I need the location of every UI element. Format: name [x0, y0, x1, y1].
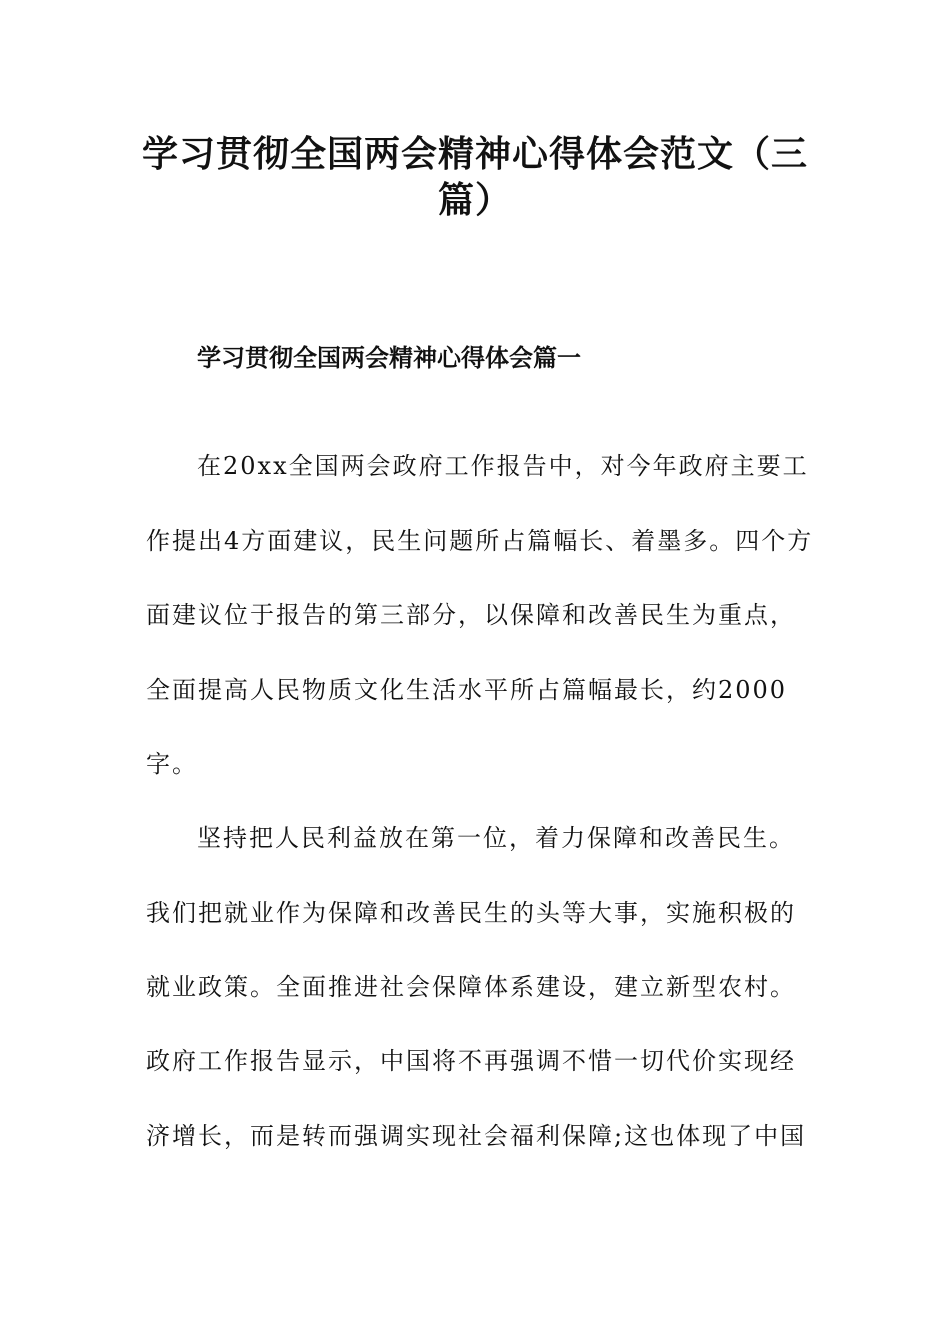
document-title-line-2: 篇）	[437, 179, 512, 221]
section-heading: 学习贯彻全国两会精神心得体会篇一	[197, 344, 581, 372]
paragraph-2-line-1: 坚持把人民利益放在第一位，着力保障和改善民生。	[197, 824, 795, 852]
paragraph-1-line-2: 作提出4方面建议，民生问题所占篇幅长、着墨多。四个方	[146, 527, 814, 555]
paragraph-2-line-2: 我们把就业作为保障和改善民生的头等大事，实施积极的	[146, 899, 796, 927]
document-title-line-1: 学习贯彻全国两会精神心得体会范文（三	[141, 133, 808, 175]
paragraph-1-line-5: 字。	[146, 750, 198, 778]
paragraph-2-line-4: 政府工作报告显示，中国将不再强调不惜一切代价实现经	[146, 1047, 796, 1075]
paragraph-1-line-1: 在20xx全国两会政府工作报告中，对今年政府主要工	[197, 452, 809, 480]
paragraph-1-line-4: 全面提高人民物质文化生活水平所占篇幅最长，约2000	[146, 676, 788, 704]
paragraph-2-line-5: 济增长，而是转而强调实现社会福利保障;这也体现了中国	[146, 1122, 807, 1150]
paragraph-2-line-3: 就业政策。全面推进社会保障体系建设，建立新型农村。	[146, 973, 796, 1001]
paragraph-1-line-3: 面建议位于报告的第三部分，以保障和改善民生为重点，	[146, 601, 796, 629]
